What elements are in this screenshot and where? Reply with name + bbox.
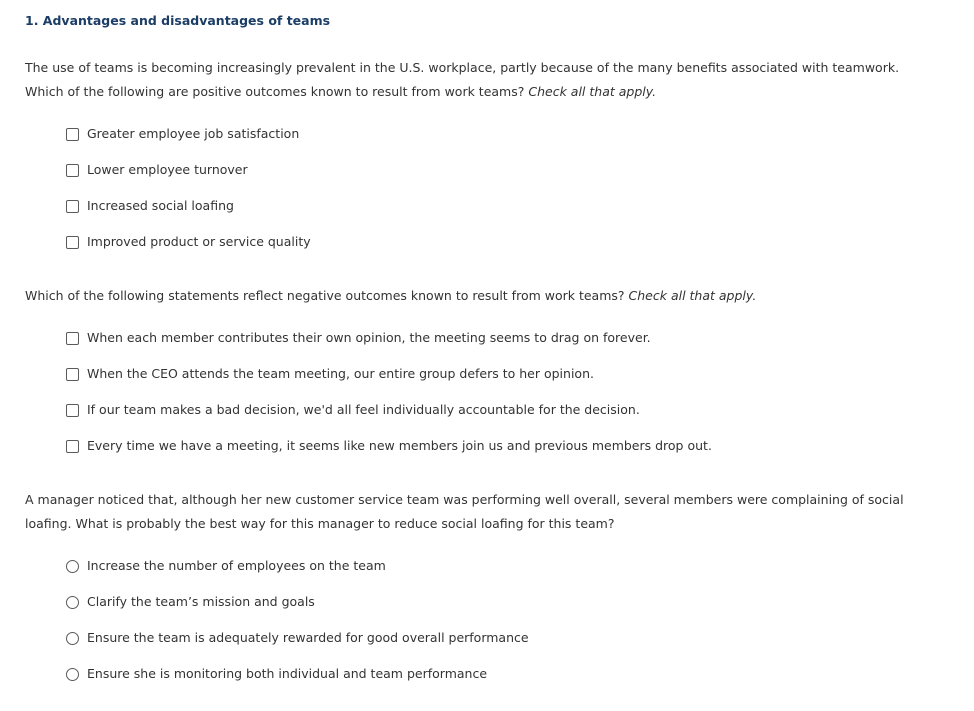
checkbox[interactable] [66,440,79,453]
part3-options [66,559,529,703]
part3-option-1[interactable] [66,559,529,595]
radio-button[interactable] [66,596,79,609]
option-label: When the CEO attends the team meeting, our entire group defers to her opinion. [87,366,594,381]
option-label: When each member contributes their own opinion, the meeting seems to drag on forever. [87,330,651,345]
part3-prompt [25,488,940,536]
part2-prompt [25,284,940,308]
checkbox[interactable] [66,200,79,213]
part2-option-4[interactable] [66,439,712,475]
part2-option-3[interactable] [66,403,712,439]
part1-option-1[interactable] [66,127,311,163]
option-label: If our team makes a bad decision, we'd all feel individually accountable for the decision. [87,402,640,417]
checkbox[interactable] [66,332,79,345]
checkbox[interactable] [66,236,79,249]
part1-option-2[interactable] [66,163,311,199]
option-label: Every time we have a meeting, it seems like new members join us and previous members drop out. [87,438,712,453]
part1-prompt-text: The use of teams is becoming increasingly prevalent in the U.S. workplace, partly because of the many benefits associated with teamwork. Which of the following are positive outcomes known to result from work teams? [25,60,900,99]
part1-prompt [25,56,940,104]
option-label: Improved product or service quality [87,234,311,249]
option-label: Increased social loafing [87,198,234,213]
part3-prompt-text: A manager noticed that, although her new customer service team was performing well overall, several members were complaining of social loafing. What is probably the best way for this manager to reduce social loafing for this team? [25,492,904,531]
question-title: 1. Advantages and disadvantages of teams [25,13,331,28]
part2-instruction: Check all that apply. [628,288,757,303]
checkbox[interactable] [66,128,79,141]
option-label: Increase the number of employees on the team [87,558,386,573]
part2-prompt-text: Which of the following statements reflect negative outcomes known to result from work teams? [25,288,625,303]
part3-option-3[interactable] [66,631,529,667]
option-label: Ensure the team is adequately rewarded for good overall performance [87,630,529,645]
checkbox[interactable] [66,404,79,417]
radio-button[interactable] [66,560,79,573]
part1-options [66,127,311,271]
part1-option-4[interactable] [66,235,311,271]
part3-option-4[interactable] [66,667,529,703]
part2-option-2[interactable] [66,367,712,403]
option-label: Ensure she is monitoring both individual and team performance [87,666,488,681]
checkbox[interactable] [66,164,79,177]
part3-option-2[interactable] [66,595,529,631]
part1-option-3[interactable] [66,199,311,235]
part2-option-1[interactable] [66,331,712,367]
part1-instruction: Check all that apply. [528,84,657,99]
part2-options [66,331,712,475]
option-label: Clarify the team’s mission and goals [87,594,315,609]
checkbox[interactable] [66,368,79,381]
option-label: Lower employee turnover [87,162,248,177]
radio-button[interactable] [66,632,79,645]
radio-button[interactable] [66,668,79,681]
option-label: Greater employee job satisfaction [87,126,300,141]
